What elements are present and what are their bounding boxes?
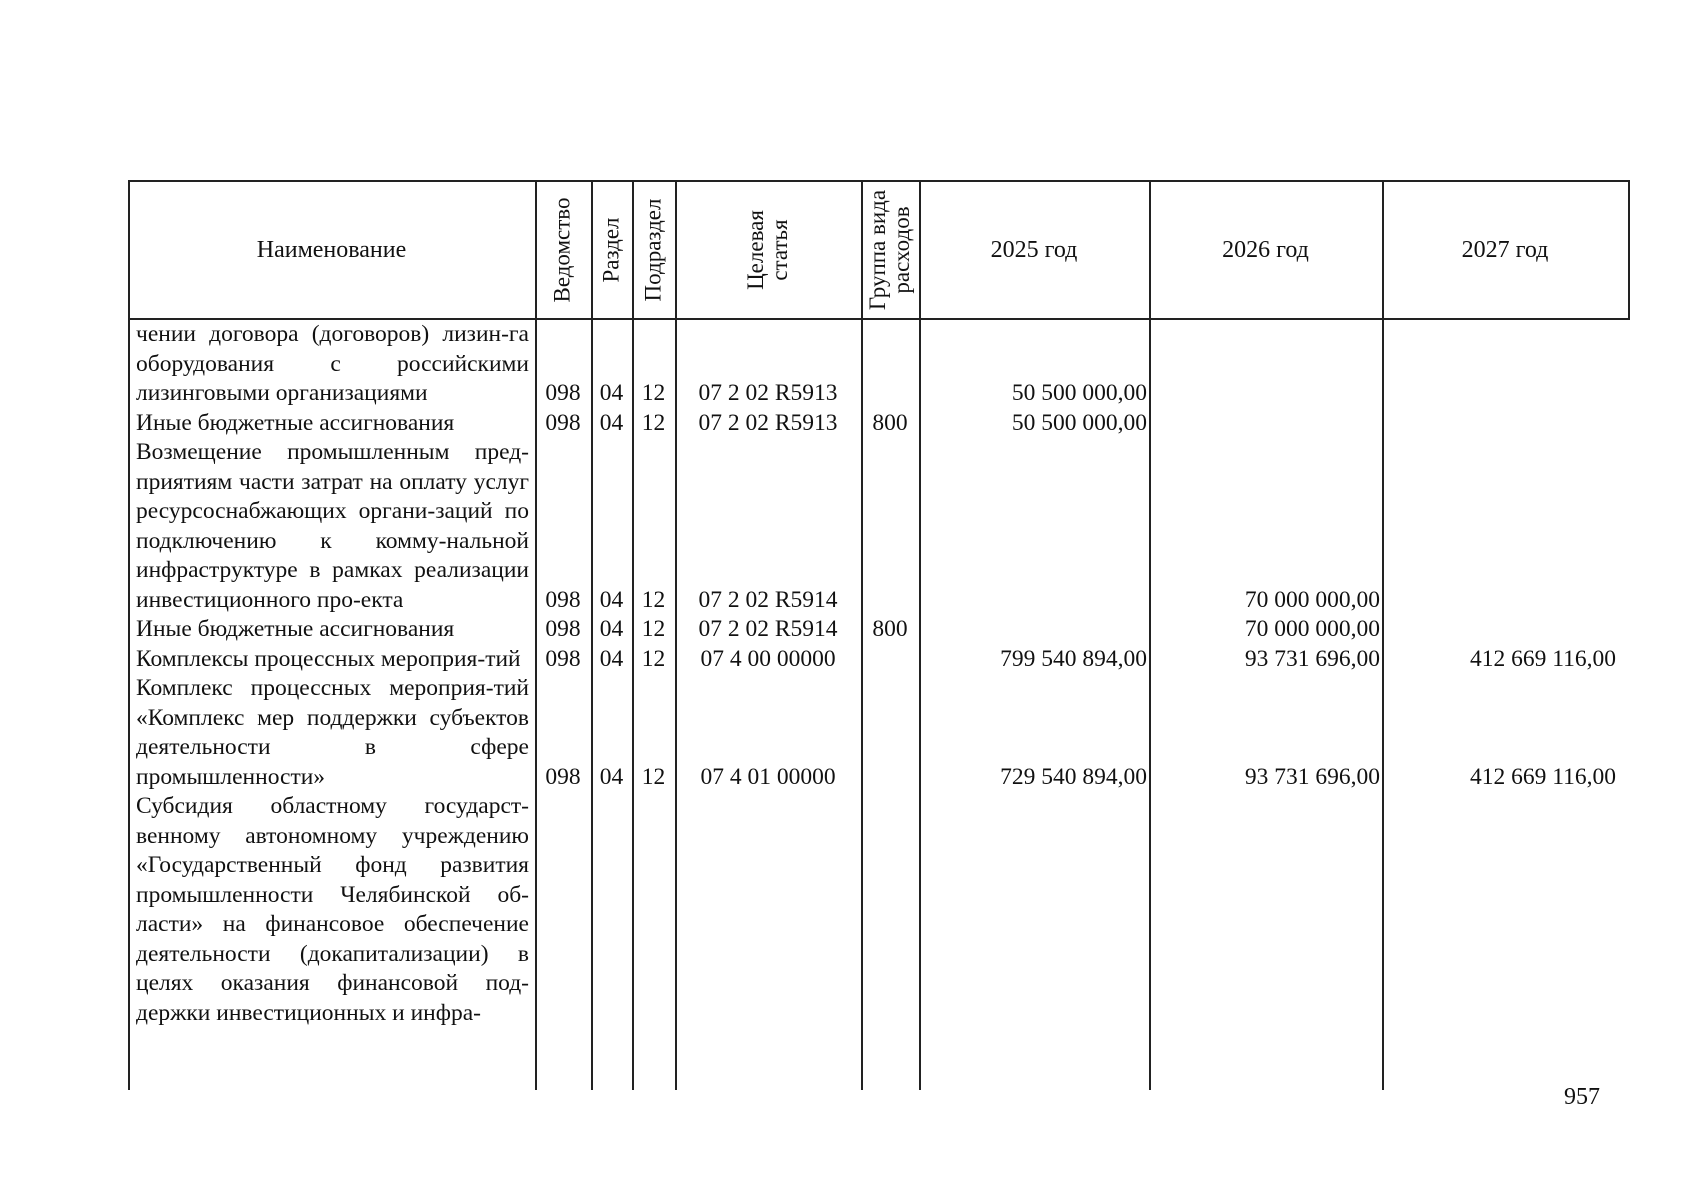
- cell-2026: 93 731 696,00: [1244, 645, 1380, 672]
- cell-name: Комплексы процессных мероприя-тий: [136, 645, 521, 672]
- cell-name: Субсидия областному государст-венному автономному учреждению «Государственный фонд развития промышленности Челябинской об-ласти» на финансовое обеспечение деятельности (докапитализации) в целях оказания финансовой под-держки инвестиционных и инфра-: [136, 793, 529, 1026]
- cell-name: Комплекс процессных мероприя-тий «Комплекс мер поддержки субъектов деятельности в сфере промышленности»: [136, 675, 529, 790]
- cell-subsection: 12: [641, 586, 666, 613]
- cell-name: Иные бюджетные ассигнования: [136, 409, 455, 436]
- table-row: [128, 615, 1630, 645]
- cell-2026: 70 000 000,00: [1244, 616, 1380, 642]
- cell-section: 04: [599, 645, 624, 672]
- cell-subsection: 12: [641, 645, 666, 672]
- cell-target-article: 07 2 02 R5913: [698, 380, 838, 406]
- cell-department: 098: [545, 586, 581, 613]
- table-body: [128, 320, 1630, 1028]
- cell-name: чении договора (договоров) лизин-га оборудования с российскими лизинговыми организациями: [136, 321, 529, 406]
- cell-expense-group: 800: [872, 616, 908, 642]
- table-row: [128, 674, 1630, 792]
- cell-2025: 50 500 000,00: [1011, 409, 1147, 436]
- table-row: [128, 409, 1630, 439]
- cell-target-article: 07 4 00 00000: [700, 645, 836, 672]
- cell-subsection: 12: [641, 409, 666, 436]
- col-border: [1628, 180, 1630, 320]
- table-row: [128, 792, 1630, 1028]
- cell-expense-group: 800: [872, 409, 908, 436]
- cell-section: 04: [599, 380, 624, 406]
- cell-2027: 412 669 116,00: [1469, 645, 1616, 672]
- cell-2026: 70 000 000,00: [1244, 586, 1380, 613]
- budget-table: [128, 180, 1630, 1090]
- header-subsection: Подраздел: [640, 198, 666, 302]
- header-name: Наименование: [256, 236, 407, 263]
- table-row: [128, 320, 1630, 409]
- cell-subsection: 12: [641, 616, 666, 642]
- cell-target-article: 07 2 02 R5914: [698, 586, 838, 613]
- cell-name: Иные бюджетные ассигнования: [136, 616, 455, 642]
- header-2027: 2027 год: [1461, 236, 1549, 263]
- cell-2025: 799 540 894,00: [1000, 645, 1147, 672]
- cell-subsection: 12: [641, 380, 666, 406]
- cell-section: 04: [599, 763, 624, 790]
- header-target-article: Целевая статья: [742, 210, 792, 290]
- cell-2027: 412 669 116,00: [1469, 763, 1616, 790]
- cell-department: 098: [545, 409, 581, 436]
- header-department: Ведомство: [550, 197, 575, 303]
- header-2026: 2026 год: [1222, 236, 1309, 263]
- cell-2025: 729 540 894,00: [1000, 763, 1147, 790]
- table-row: [128, 645, 1630, 675]
- table-row: [128, 438, 1630, 615]
- cell-department: 098: [545, 645, 581, 672]
- header-section: Раздел: [598, 217, 624, 283]
- cell-name: Возмещение промышленным пред-приятиям части затрат на оплату услуг ресурсоснабжающих органи-заций по подключению к комму-нальной инфраструктуре в рамках реализации инвестиционного про-екта: [136, 439, 529, 613]
- header-2025: 2025 год: [990, 236, 1078, 263]
- cell-department: 098: [545, 380, 581, 406]
- cell-section: 04: [599, 586, 624, 613]
- cell-target-article: 07 2 02 R5913: [698, 409, 838, 436]
- page-number: 957: [1564, 1084, 1600, 1110]
- cell-section: 04: [599, 409, 624, 436]
- cell-subsection: 12: [641, 763, 666, 790]
- cell-department: 098: [545, 616, 581, 642]
- header-expense-group: Группа вида расходов: [865, 189, 915, 311]
- cell-target-article: 07 2 02 R5914: [698, 616, 838, 642]
- cell-department: 098: [545, 763, 581, 790]
- cell-2025: 50 500 000,00: [1011, 380, 1147, 406]
- cell-2026: 93 731 696,00: [1244, 763, 1380, 790]
- cell-section: 04: [599, 616, 624, 642]
- cell-target-article: 07 4 01 00000: [700, 763, 836, 790]
